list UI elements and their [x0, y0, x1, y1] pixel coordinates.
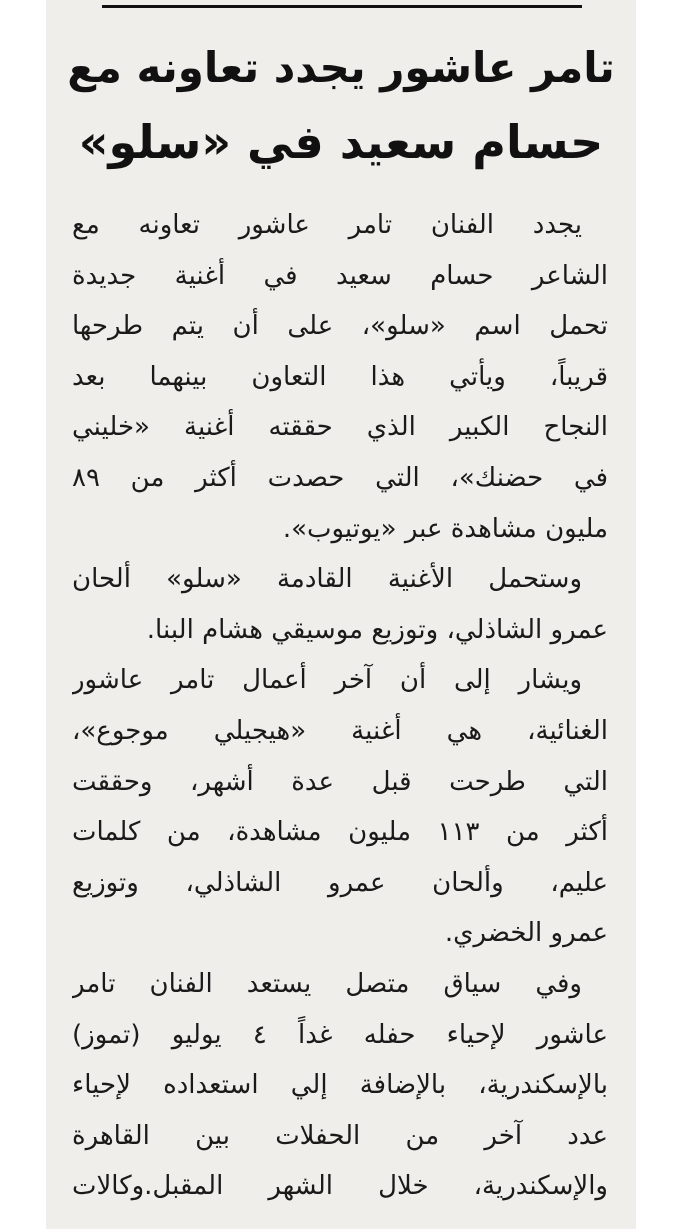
headline-line: تامر عاشور يجدد تعاونه مع — [67, 43, 615, 92]
text-line: وستحمل الأغنية القادمة «سلو» ألحان — [72, 564, 582, 595]
top-rule — [102, 5, 582, 8]
headline-line: حسام سعيد في «سلو» — [78, 115, 604, 169]
text-line: وفي سياق متصل يستعد الفنان تامر — [72, 968, 582, 999]
paragraph — [72, 655, 608, 959]
article-column — [46, 0, 636, 1229]
text-line: النجاح الكبير الذي حققته أغنية «خليني — [72, 412, 608, 443]
text-line: قريباً، ويأتي هذا التعاون بينهما بعد — [72, 361, 608, 392]
text-line: عمرو الخضري. — [444, 918, 608, 949]
headline — [66, 30, 616, 180]
text-line: في حضنك»، التي حصدت أكثر من ٨٩ — [72, 462, 608, 493]
article-body — [72, 200, 608, 1212]
text-line: بالإسكندرية، بالإضافة إلي استعداده لإحياء — [72, 1070, 608, 1101]
text-line: التي طرحت قبل عدة أشهر، وحققت — [72, 766, 608, 797]
text-line: الشاعر حسام سعيد في أغنية جديدة — [72, 260, 608, 291]
text-line: عاشور لإحياء حفله غداً ٤ يوليو (تموز) — [72, 1019, 608, 1050]
text-line: يجدد الفنان تامر عاشور تعاونه مع — [72, 210, 582, 240]
paragraph — [72, 959, 608, 1212]
paragraph — [72, 554, 608, 655]
text-line: مليون مشاهدة عبر «يوتيوب». — [282, 513, 608, 544]
text-line: عليم، وألحان عمرو الشاذلي، وتوزيع — [72, 867, 608, 898]
text-line: ويشار إلى أن آخر أعمال تامر عاشور — [72, 665, 582, 696]
text-line: تحمل اسم «سلو»، على أن يتم طرحها — [72, 311, 608, 342]
text-line: الغنائية، هي أغنية «هيجيلي موجوع»، — [72, 715, 608, 746]
text-line: عدد آخر من الحفلات بين القاهرة — [72, 1120, 608, 1151]
text-line: عمرو الشاذلي، وتوزيع موسيقي هشام البنا. — [146, 614, 608, 645]
paragraph — [72, 200, 608, 554]
text-line: أكثر من ١١٣ مليون مشاهدة، من كلمات — [72, 817, 608, 848]
text-line: والإسكندرية، خلال الشهر المقبل.وكالات — [72, 1171, 608, 1202]
